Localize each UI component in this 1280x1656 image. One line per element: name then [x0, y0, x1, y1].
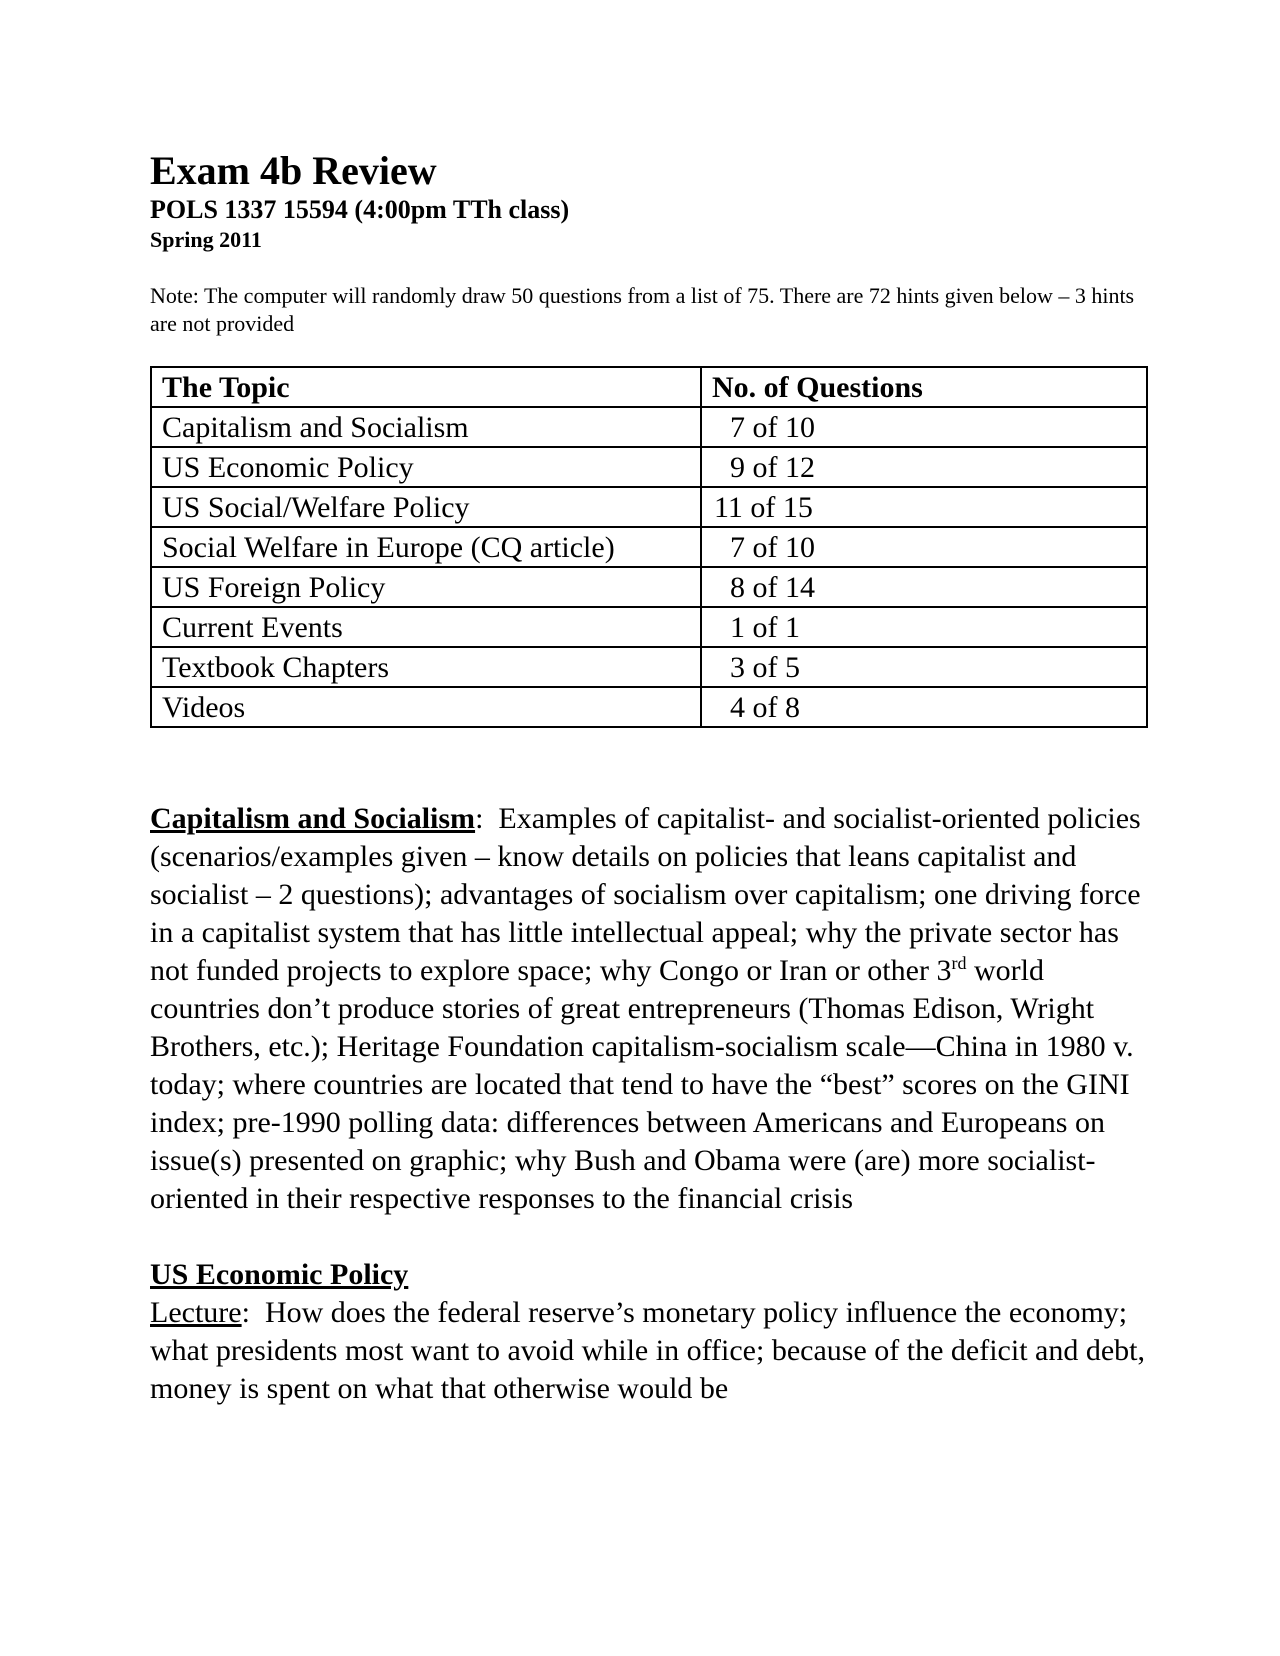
topic-cell: US Social/Welfare Policy [151, 487, 701, 527]
table-row [151, 487, 1147, 527]
header-count: No. of Questions [701, 367, 1147, 407]
economic-text: How does the federal reserve’s monetary policy influence the economy; what presidents most want to avoid while in office; because of the deficit and debt, money is spent on what that otherwise would be [150, 1296, 1145, 1405]
economic-section: US Economic Policy Lecture: How does the federal reserve’s monetary policy influence the economy; what presidents most want to avoid while in office; because of the deficit and debt, money is spent on what that otherwise would be [150, 1258, 1145, 1405]
count-cell: 11 of 15 [701, 487, 1147, 527]
topic-cell: US Foreign Policy [151, 567, 701, 607]
topic-cell: Textbook Chapters [151, 647, 701, 687]
lecture-label: Lecture [150, 1296, 242, 1329]
count-cell: 3 of 5 [701, 647, 1147, 687]
topic-cell: Capitalism and Socialism [151, 407, 701, 447]
count-cell: 9 of 12 [701, 447, 1147, 487]
table-row [151, 607, 1147, 647]
capitalism-section: Capitalism and Socialism: Examples of capitalist- and socialist-oriented policies (scenarios/examples given – know details on policies that leans capitalist and socialist – 2 questions); advantages of socialism over capitalism; one driving force in a capitalist system that has little intellectual appeal; why the private sector has not funded projects to explore space; why Congo or Iran or other 3rd world countries don’t produce stories of great entrepreneurs (Thomas Edison, Wright Brothers, etc.); Heritage Foundation capitalism-socialism scale—China in 1980 v. today; where countries are located that tend to have the “best” scores on the GINI index; pre-1990 polling data: differences between Americans and Europeans on issue(s) presented on graphic; why Bush and Obama were (are) more socialist-oriented in their respective responses to the financial crisis [150, 802, 1141, 1215]
document-page [150, 148, 1150, 1408]
page-title: Exam 4b Review [150, 148, 437, 193]
economic-heading: US Economic Policy [150, 1258, 409, 1291]
count-cell: 1 of 1 [701, 607, 1147, 647]
capitalism-heading: Capitalism and Socialism [150, 802, 476, 835]
superscript-rd: rd [951, 953, 967, 973]
count-cell: 8 of 14 [701, 567, 1147, 607]
capitalism-text-cont: world countries don’t produce stories of great entrepreneurs (Thomas Edison, Wright Brothers, etc.); Heritage Foundation capitalism-socialism scale—China in 1980 v. today; where countries are located that tend to have the “best” scores on the GINI index; pre-1990 polling data: differences between Americans and Europeans on issue(s) presented on graphic; why Bush and Obama were (are) more socialist-oriented in their respective responses to the financial crisis [150, 954, 1134, 1215]
topic-cell: US Economic Policy [151, 447, 701, 487]
table-row [151, 687, 1147, 727]
capitalism-text: Examples of capitalist- and socialist-oriented policies (scenarios/examples given – know details on policies that leans capitalist and socialist – 2 questions); advantages of socialism over capitalism; one driving force in a capitalist system that has little intellectual appeal; why the private sector has not funded projects to explore space; why Congo or Iran or other 3 [150, 802, 1141, 987]
course-subtitle: POLS 1337 15594 (4:00pm TTh class) [150, 195, 570, 224]
table-row [151, 567, 1147, 607]
table-row [151, 647, 1147, 687]
count-cell: 7 of 10 [701, 407, 1147, 447]
table-row [151, 407, 1147, 447]
table-row [151, 527, 1147, 567]
term-label: Spring 2011 [150, 227, 262, 252]
table-row [151, 447, 1147, 487]
topics-table [150, 366, 1148, 728]
exam-note: Note: The computer will randomly draw 50 questions from a list of 75. There are 72 hints given below – 3 hints are not provided [150, 283, 1135, 336]
count-cell: 7 of 10 [701, 527, 1147, 567]
topic-cell: Current Events [151, 607, 701, 647]
count-cell: 4 of 8 [701, 687, 1147, 727]
header-topic: The Topic [151, 367, 701, 407]
topic-cell: Videos [151, 687, 701, 727]
topic-cell: Social Welfare in Europe (CQ article) [151, 527, 701, 567]
table-header-row [151, 367, 1147, 407]
